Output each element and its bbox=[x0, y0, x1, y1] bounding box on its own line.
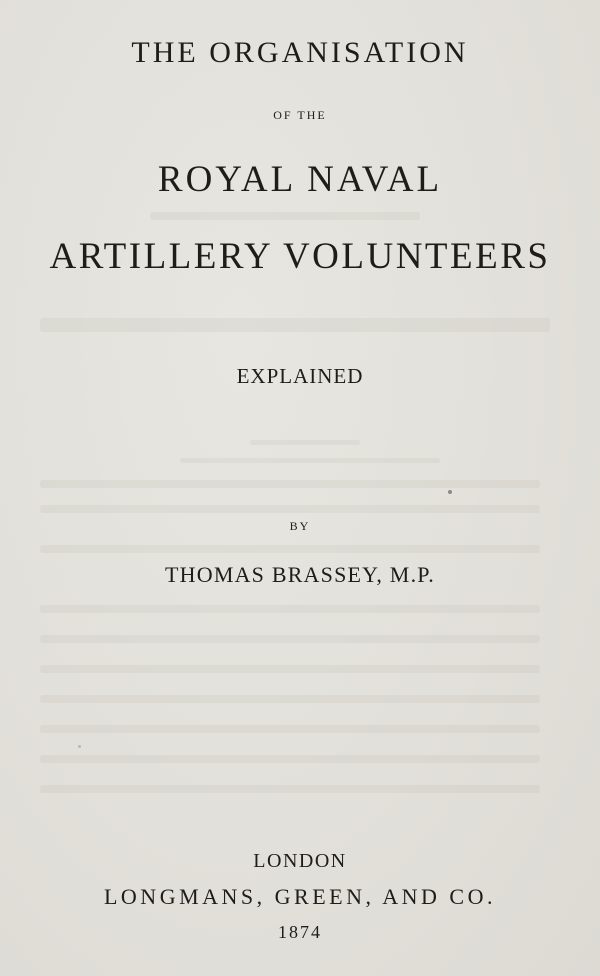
title-line-explained: EXPLAINED bbox=[236, 364, 364, 388]
title-line-organisation: THE ORGANISATION bbox=[131, 36, 469, 69]
by-line: BY bbox=[289, 519, 311, 533]
imprint-year: 1874 bbox=[278, 922, 322, 942]
author-name: THOMAS BRASSEY, M.P. bbox=[165, 562, 435, 587]
title-line-artillery-volunteers: ARTILLERY VOLUNTEERS bbox=[49, 236, 551, 277]
title-line-of-the: OF THE bbox=[273, 108, 327, 122]
imprint-place: LONDON bbox=[253, 850, 347, 872]
imprint-publisher: LONGMANS, GREEN, AND CO. bbox=[103, 884, 496, 909]
title-line-royal-naval: ROYAL NAVAL bbox=[157, 159, 443, 200]
